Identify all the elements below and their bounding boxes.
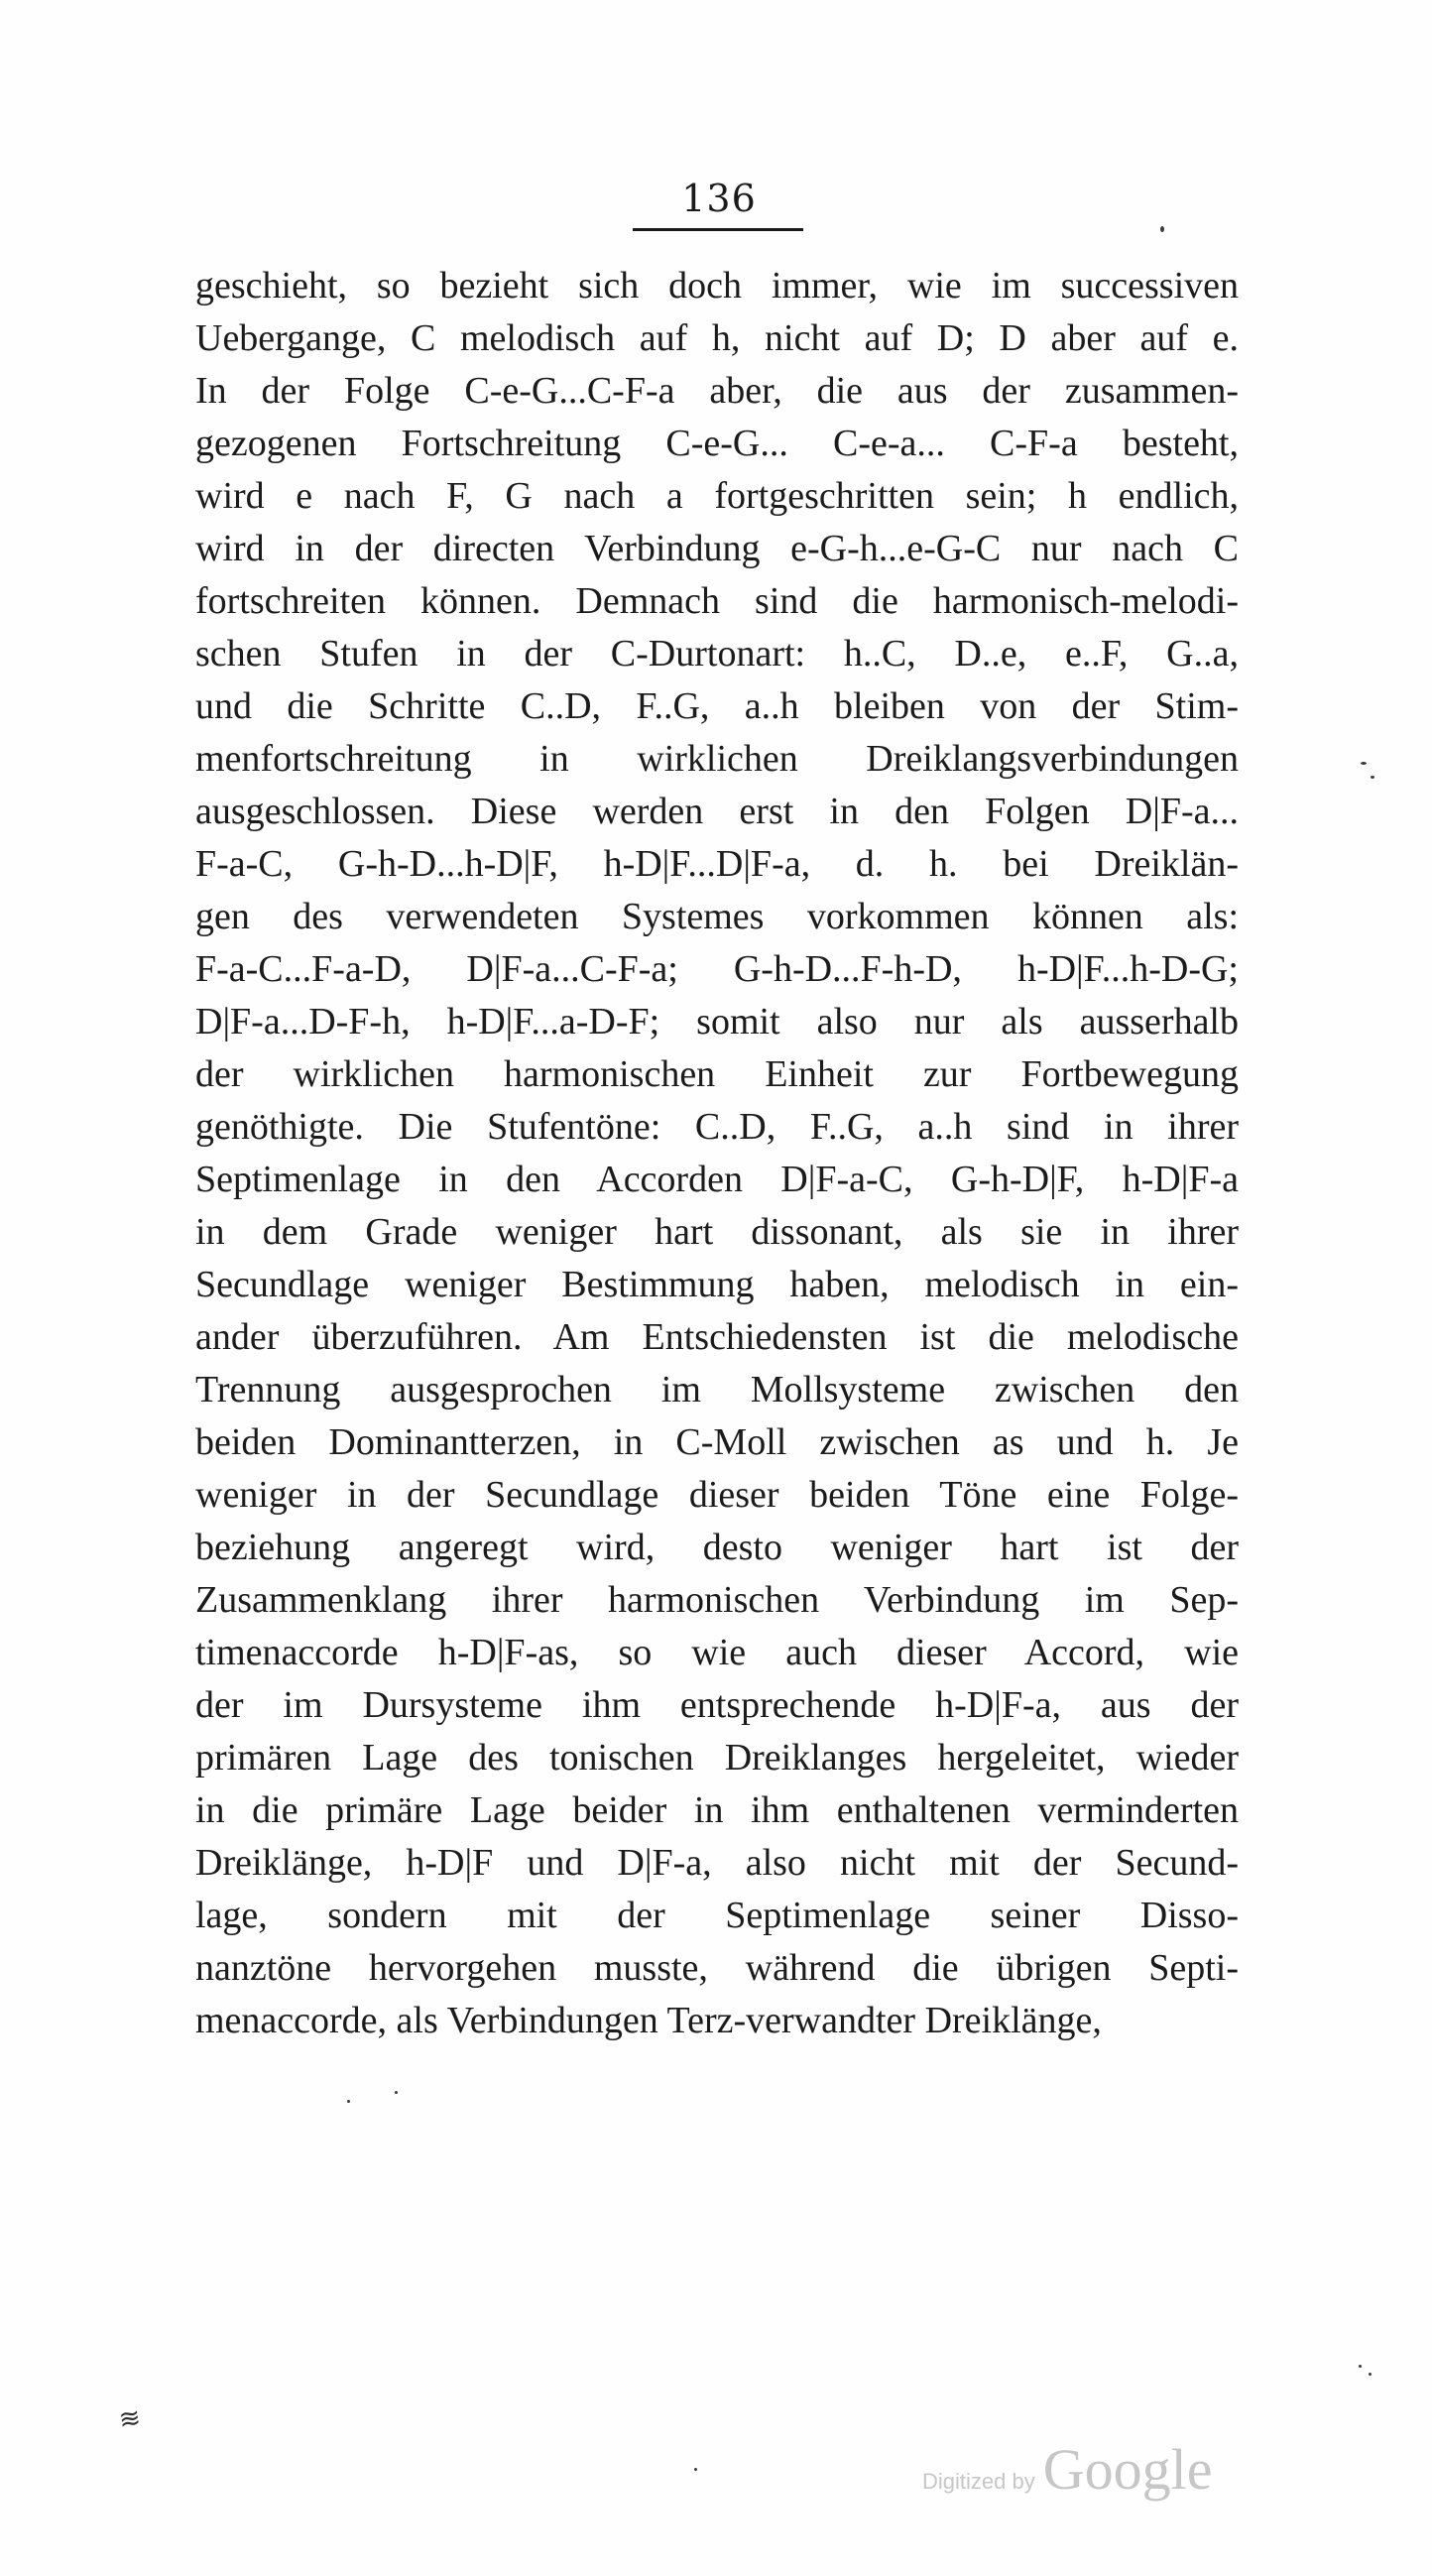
scan-speck [1369,2373,1372,2376]
text-line: F-a-C...F-a-D, D|F-a...C-F-a; G-h-D...F-h-D, h-D|F...h-D-G; [195,948,1239,990]
text-line: der wirklichen harmonischen Einheit zur Fortbewegung [195,1053,1239,1095]
text-line: Secundlage weniger Bestimmung haben, melodisch in ein- [195,1264,1239,1305]
text-line: wird in der directen Verbindung e-G-h...e-G-C nur nach C [195,528,1239,569]
text-line: fortschreiten können. Demnach sind die harmonisch-melodi- [195,580,1239,622]
text-line: Septimenlage in den Accorden D|F-a-C, G-h-D|F, h-D|F-a [195,1159,1239,1200]
text-line: primären Lage des tonischen Dreiklanges hergeleitet, wieder [195,1737,1239,1779]
text-line: wird e nach F, G nach a fortgeschritten sein; h endlich, [195,475,1239,517]
watermark-prefix: Digitized by [922,2469,1035,2494]
text-line: lage, sondern mit der Septimenlage seiner Disso- [195,1895,1239,1936]
text-line: weniger in der Secundlage dieser beiden Töne eine Folge- [195,1474,1239,1516]
body-text [195,260,1239,2047]
text-line: gezogenen Fortschreitung C-e-G... C-e-a... C-F-a besteht, [195,423,1239,464]
text-line: beiden Dominantterzen, in C-Moll zwischen as und h. Je [195,1421,1239,1463]
text-line: Zusammenklang ihrer harmonischen Verbindung im Sep- [195,1579,1239,1621]
text-line: Uebergange, C melodisch auf h, nicht auf D; D aber auf e. [195,317,1239,359]
text-line: Trennung ausgesprochen im Mollsysteme zwischen den [195,1369,1239,1411]
watermark-brand: Google [1042,2437,1213,2502]
text-line: nanztöne hervorgehen musste, während die übrigen Septi- [195,1947,1239,1989]
text-line: der im Dursysteme ihm entsprechende h-D|F-a, aus der [195,1684,1239,1726]
text-line: in dem Grade weniger hart dissonant, als sie in ihrer [195,1211,1239,1253]
digitized-watermark [922,2436,1250,2515]
text-line: F-a-C, G-h-D...h-D|F, h-D|F...D|F-a, d. h. bei Dreiklän- [195,843,1239,885]
text-line: genöthigte. Die Stufentöne: C..D, F..G, a..h sind in ihrer [195,1106,1239,1148]
margin-mark: ≋ [117,2402,143,2436]
text-line: beziehung angeregt wird, desto weniger hart ist der [195,1527,1239,1568]
text-line: D|F-a...D-F-h, h-D|F...a-D-F; somit also nur als ausserhalb [195,1001,1239,1043]
text-line: menaccorde, als Verbindungen Terz-verwandter Dreiklänge, [195,2000,1102,2041]
text-line: in die primäre Lage beider in ihm enthaltenen verminderten [195,1789,1239,1831]
scan-speck [1160,226,1164,232]
text-line: menfortschreitung in wirklichen Dreiklangsverbindungen [195,738,1239,780]
scan-speck [1361,762,1367,765]
text-line: und die Schritte C..D, F..G, a..h bleiben von der Stim- [195,685,1239,727]
scan-speck [1359,2365,1362,2368]
text-line: schen Stufen in der C-Durtonart: h..C, D..e, e..F, G..a, [195,633,1239,675]
text-line: ander überzuführen. Am Entschiedensten ist die melodische [195,1316,1239,1358]
text-line: geschieht, so bezieht sich doch immer, wie im successiven [195,265,1239,307]
text-line: Dreiklänge, h-D|F und D|F-a, also nicht mit der Secund- [195,1842,1239,1884]
scan-speck [395,2091,398,2094]
text-line: ausgeschlossen. Diese werden erst in den Folgen D|F-a... [195,791,1239,832]
scan-speck [694,2468,697,2471]
text-line: In der Folge C-e-G...C-F-a aber, die aus der zusammen- [195,370,1239,412]
scan-speck [1371,776,1374,779]
text-line: gen des verwendeten Systemes vorkommen können als: [195,896,1239,937]
text-line: timenaccorde h-D|F-as, so wie auch dieser Accord, wie [195,1632,1239,1673]
page-number: 136 [681,177,757,220]
page-number-rule [633,228,803,231]
scan-speck [347,2100,350,2103]
